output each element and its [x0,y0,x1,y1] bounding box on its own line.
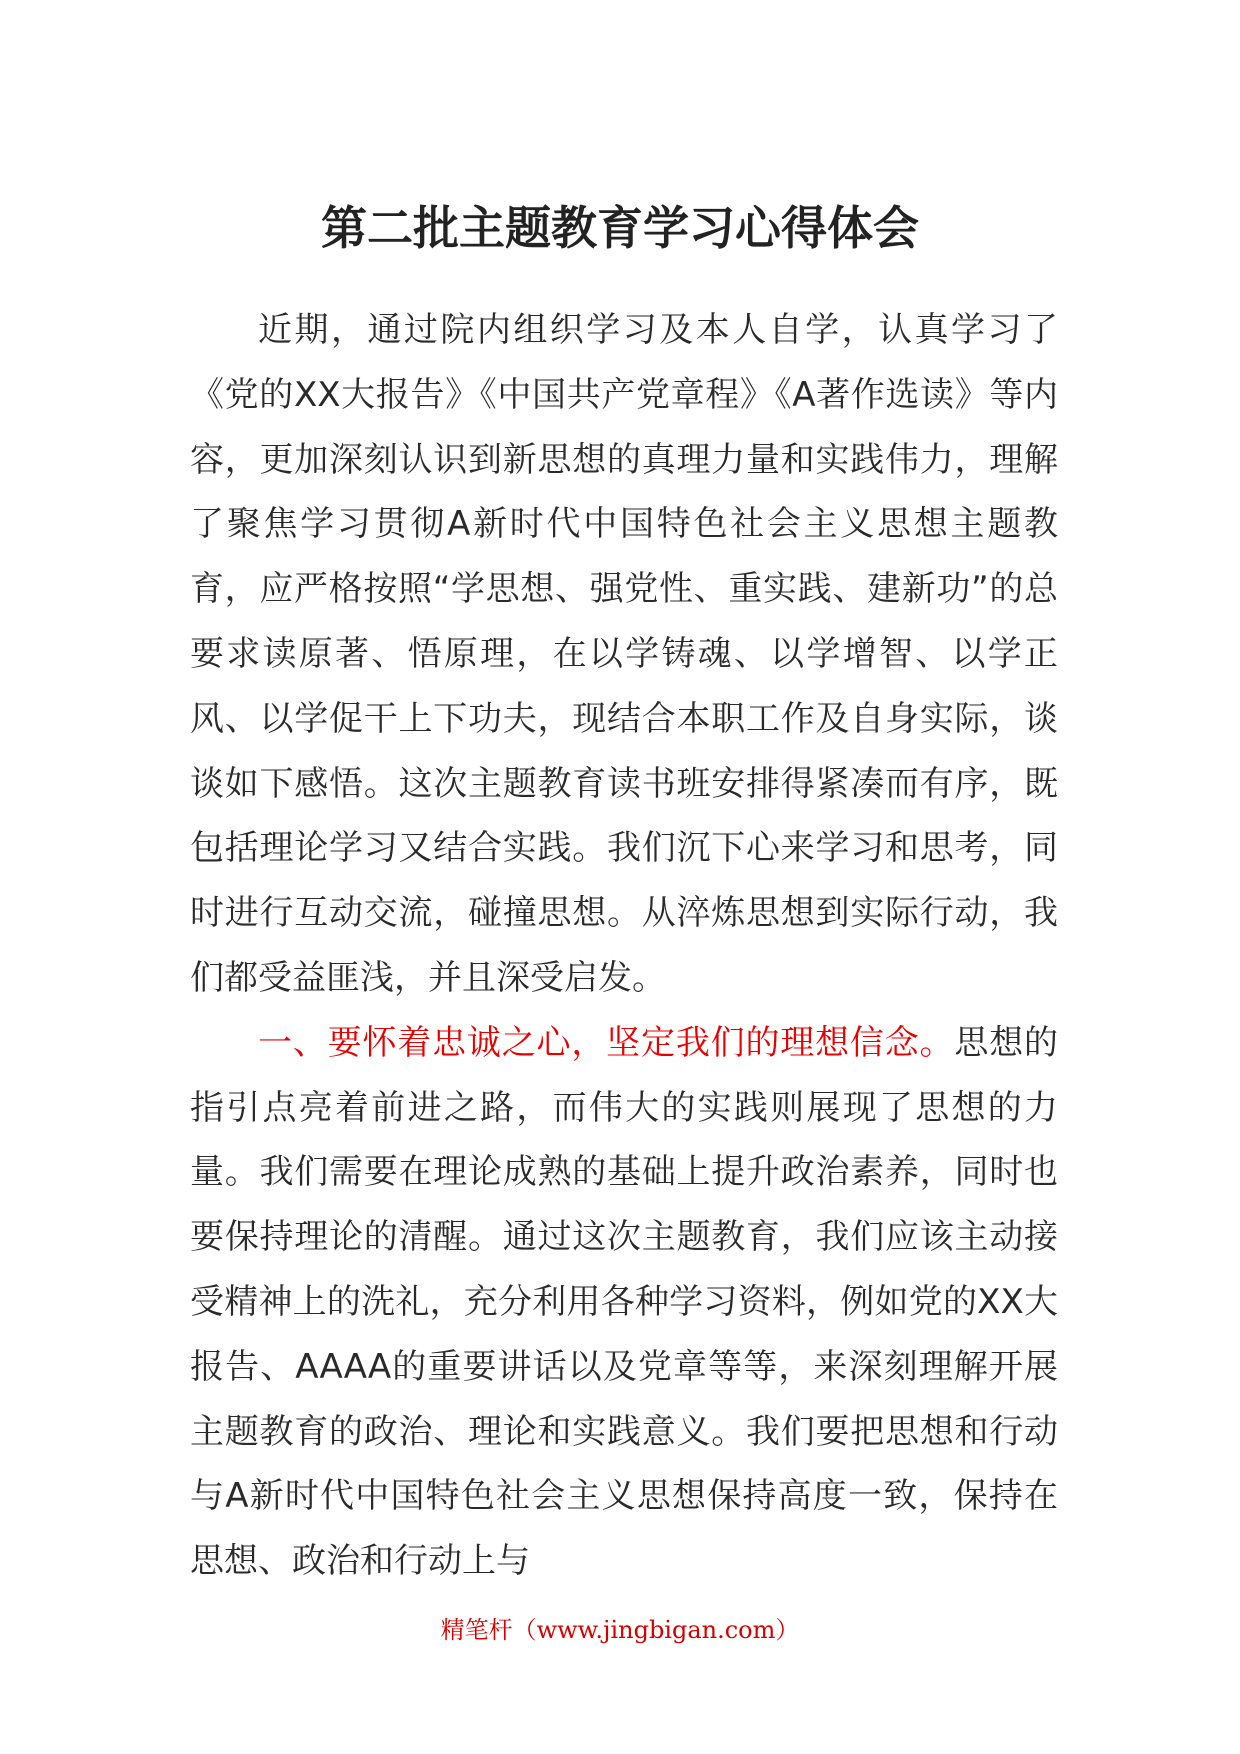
document-title: 第二批主题教育学习心得体会 [321,201,919,255]
paragraph-text: 思想的指引点亮着前进之路，而伟大的实践则展现了思想的力量。我们需要在理论成熟的基础上提升政治素养，同时也要保持理论的清醒。通过这次主题教育，我们应该主动接受精神上的洗礼，充分利用各种学习资料，例如党的XX大报告、AAAA的重要讲话以及党章等等，来深刻理解开展主题教育的政治、理论和实践意义。我们要把思想和行动与A新时代中国特色社会主义思想保持高度一致，保持在思想、政治和行动上与 [190,1022,1059,1582]
paragraph-intro [190,298,1058,1011]
paragraph-section-one [190,1011,1058,1594]
footer-watermark: 精笔杆（www.jingbigan.com） [440,1616,800,1644]
paragraph-text: 近期，通过院内组织学习及本人自学，认真学习了《党的XX大报告》《中国共产党章程》《A著作选读》等内容，更加深刻认识到新思想的真理力量和实践伟力，理解了聚焦学习贯彻A新时代中国特色社会主义思想主题教育，应严格按照“学思想、强党性、重实践、建新功”的总要求读原著、悟原理，在以学铸魂、以学增智、以学正风、以学促干上下功夫，现结合本职工作及自身实际，谈谈如下感悟。这次主题教育读书班安排得紧凑而有序，既包括理论学习又结合实践。我们沉下心来学习和思考，同时进行互动交流，碰撞思想。从淬炼思想到实际行动，我们都受益匪浅，并且深受启发。 [190,310,1058,998]
section-heading: 一、要怀着忠诚之心，坚定我们的理想信念。 [258,1022,955,1063]
document-body [190,298,1058,1594]
